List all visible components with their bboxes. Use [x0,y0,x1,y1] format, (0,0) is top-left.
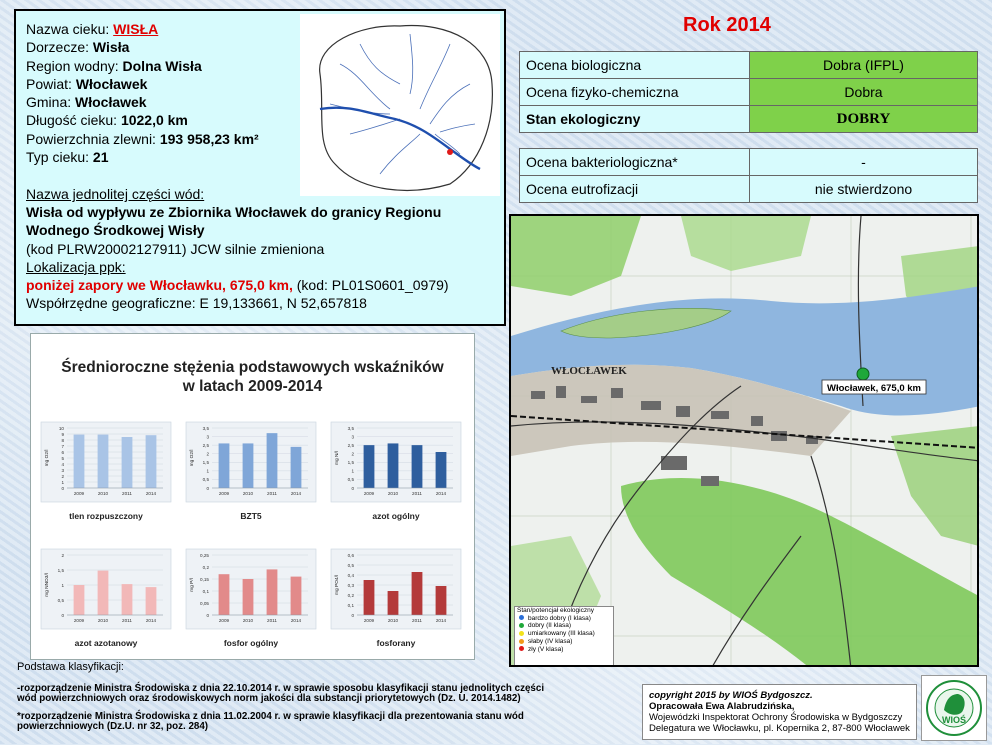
x-tick-label: 2009 [73,618,85,623]
y-tick-label: 2 [206,451,209,457]
y-tick-label: 8 [61,437,64,443]
commune-value: Włocławek [75,94,147,111]
y-axis-label: mg PO4/l [335,575,340,595]
chart-bar [364,580,375,615]
chart-bar [122,584,133,615]
x-tick-label: 2011 [122,491,132,496]
legend-item [515,615,613,623]
legend-dot-icon [519,623,524,628]
length-label: Długość cieku: [26,112,121,129]
monitoring-point-marker [447,149,453,155]
chart-bar [98,435,109,488]
biological-assessment-value: Dobra (IFPL) [750,52,978,79]
y-tick-label: 0,25 [200,552,209,558]
regulation-2-line-1: *rozporządzenie Ministra Środowiska z dnia 11.02.2004 r. w sprawie klasyfikacji dla prezentowania stanu wód [17,711,524,722]
city-name-label: WŁOCŁAWEK [551,365,627,377]
regulation-2 [17,712,637,731]
y-tick-label: 0 [206,612,209,618]
bacteriological-assessment-value: - [750,149,978,176]
table-row [520,149,978,176]
y-tick-label: 0,2 [347,592,354,598]
legend-dot-icon [519,615,524,620]
y-tick-label: 3,5 [202,425,209,431]
logo-text: WIOŚ [942,715,966,725]
chart-bar [364,445,375,488]
charts-title-line-1: Średnioroczne stężenia podstawowych wskaźników [61,359,444,376]
charts-svg [31,334,474,659]
x-tick-label: 2011 [412,618,422,623]
legend-item [515,646,613,654]
y-tick-label: 0,2 [202,564,209,570]
y-tick-label: 0 [351,485,354,491]
x-tick-label: 2014 [290,618,302,623]
institution-line: Wojewódzki Inspektorat Ochrony Środowiska w Bydgoszczy [649,712,903,723]
chart-0 [41,422,171,521]
y-tick-label: 5 [61,455,64,461]
x-tick-label: 2011 [267,491,277,496]
wios-logo [921,675,987,741]
regulation-2-line-2: powierzchniowych (Dz.U. nr 32, poz. 284) [17,720,209,732]
region-label: Region wodny: [26,57,123,74]
type-label: Typ cieku: [26,149,93,166]
y-tick-label: 3,5 [347,425,354,431]
chart-bar [388,591,399,615]
legend-dot-icon [519,639,524,644]
commune-label: Gmina: [26,94,76,111]
x-tick-label: 2010 [242,491,254,496]
y-axis-label: mg O2/l [190,449,195,467]
regulation-1 [17,684,637,703]
topographic-map [511,216,979,667]
chart-bar [146,587,157,615]
y-tick-label: 1 [351,468,354,474]
y-tick-label: 2,5 [347,442,354,448]
y-tick-label: 1 [61,479,64,485]
chart-bar [243,443,254,488]
chart-bar [412,572,423,615]
legend-items [515,615,613,654]
legend-title: Stan/potencjał ekologiczny [517,607,594,614]
logo-icon [922,676,986,740]
physicochemical-assessment-value: Dobra [750,79,978,106]
y-tick-label: 0,1 [202,588,209,594]
chart-5 [331,549,461,648]
river-name: WISŁA [113,21,159,37]
y-tick-label: 2,5 [202,442,209,448]
copyright-line: copyright 2015 by WIOŚ Bydgoszcz. [649,690,813,701]
coordinates: Współrzędne geograficzne: E 19,133661, N 52,657818 [26,295,367,312]
x-tick-label: 2014 [435,491,447,496]
catchment-minimap [300,14,500,196]
y-tick-label: 0 [61,612,64,618]
type-value: 21 [92,149,109,166]
year-title: Rok 2014 [683,14,771,36]
basin-value: Wisła [92,39,130,56]
additional-assessment-table [519,148,978,203]
table-row [520,176,978,203]
chart-4 [186,549,316,648]
jcw-code: (kod PLRW20002127911) JCW silnie zmieniona [26,240,325,257]
legend-label: słaby (IV klasa) [528,637,573,645]
chart-bar [74,585,85,615]
legend-item [515,622,613,630]
x-tick-label: 2011 [267,618,277,623]
x-tick-label: 2014 [435,618,447,623]
location-map [509,214,979,667]
location-code: (kod: PL01S0601_0979) [292,277,449,294]
water-body-section [26,185,496,312]
x-tick-label: 2009 [363,618,375,623]
chart-3 [41,549,171,648]
x-tick-label: 2009 [218,491,230,496]
y-tick-label: 0,4 [347,572,354,578]
y-tick-label: 6 [61,449,64,455]
y-tick-label: 0,6 [347,552,354,558]
x-tick-label: 2009 [218,618,230,623]
y-axis-label: mg O2/l [45,449,50,467]
map-legend [514,606,614,666]
table-row [520,52,978,79]
length-value: 1022,0 km [120,112,188,129]
legend-label: zły (V klasa) [528,645,564,653]
x-tick-label: 2010 [387,491,399,496]
legend-label: dobry (II klasa) [528,622,571,630]
county-value: Włocławek [75,75,148,92]
chart-bar [291,447,302,488]
y-tick-label: 1,5 [202,460,209,466]
copyright-box [642,684,917,740]
y-tick-label: 0,3 [347,582,354,588]
biological-assessment-label: Ocena biologiczna [520,52,750,79]
y-tick-label: 1 [206,468,209,474]
x-tick-label: 2014 [145,618,157,623]
y-tick-label: 1,5 [347,460,354,466]
y-tick-label: 0,5 [347,562,354,568]
y-tick-label: 10 [58,425,64,431]
jcw-heading: Nazwa jednolitej części wód: [26,186,205,202]
bacteriological-assessment-label: Ocena bakteriologiczna* [520,149,750,176]
chart-bar [122,437,133,488]
chart-title: azot ogólny [372,511,420,521]
legend-dot-icon [519,646,524,651]
x-tick-label: 2010 [97,491,109,496]
point-label: Włocławek, 675,0 km [827,383,921,394]
region-value: Dolna Wisła [122,57,202,74]
chart-bar [388,443,399,488]
physicochemical-assessment-label: Ocena fizyko-chemiczna [520,79,750,106]
y-axis-label: mg NNO3/l [45,573,50,597]
x-tick-label: 2014 [290,491,302,496]
y-tick-label: 4 [61,461,64,467]
chart-bar [146,435,157,488]
chart-bar [412,445,423,488]
legend-item [515,638,613,646]
classification-basis-heading: Podstawa klasyfikacji: [17,661,124,673]
jcw-name: Wisła od wypływu ze Zbiornika Włocławek do granicy Regionu Wodnego Środkowej Wisły [26,204,442,239]
chart-bar [74,435,85,488]
y-tick-label: 0,15 [200,576,209,582]
chart-bar [267,433,278,488]
eutrophication-assessment-label: Ocena eutrofizacji [520,176,750,203]
river-name-label: Nazwa cieku: [26,21,114,37]
y-tick-label: 0,05 [200,600,209,606]
legend-label: umiarkowany (III klasa) [528,630,595,638]
x-tick-label: 2014 [145,491,157,496]
y-tick-label: 0,1 [347,602,354,608]
y-tick-label: 1 [61,582,64,588]
y-tick-label: 2 [61,552,64,558]
chart-title: BZT5 [240,511,262,521]
regulation-1-line-1: -rozporządzenie Ministra Środowiska z dnia 22.10.2014 r. w sprawie sposobu klasyfikacji stanu jednolitych części [17,683,545,694]
chart-bar [436,452,447,488]
river-attributes [26,20,296,166]
legend-label: bardzo dobry (I klasa) [528,614,591,622]
y-axis-label: mg P/l [190,578,195,592]
x-tick-label: 2009 [73,491,85,496]
basin-label: Dorzecze: [26,39,93,56]
area-label: Powierzchnia zlewni: [26,130,160,147]
author-line: Opracowała Ewa Alabrudzińska, [649,701,795,712]
chart-bar [98,571,109,615]
x-tick-label: 2011 [412,491,422,496]
chart-1 [186,422,316,521]
ecological-status-label: Stan ekologiczny [520,106,750,133]
x-tick-label: 2010 [387,618,399,623]
y-tick-label: 0 [351,612,354,618]
table-row [520,106,978,133]
y-tick-label: 0,5 [57,597,64,603]
y-tick-label: 3 [206,434,209,440]
y-axis-label: mg N/l [335,451,340,465]
table-row [520,79,978,106]
legend-item [515,630,613,638]
info-panel [14,9,506,326]
y-tick-label: 3 [351,434,354,440]
regulation-1-line-2: wód powierzchniowych oraz środowiskowych norm jakości dla substancji priorytetowych (Dz. U. 2014.1482) [17,692,521,704]
chart-bar [291,577,302,615]
x-tick-label: 2010 [97,618,109,623]
y-tick-label: 3 [61,467,64,473]
chart-title: fosfor ogólny [223,638,279,648]
y-tick-label: 0,5 [202,477,209,483]
chart-2 [331,422,461,521]
location-heading: Lokalizacja ppk: [26,258,126,275]
x-tick-label: 2010 [242,618,254,623]
chart-bar [436,586,447,615]
y-tick-label: 2 [61,473,64,479]
chart-bar [219,443,230,488]
chart-bar [219,574,230,615]
chart-title: fosforany [376,638,416,648]
chart-bar [243,579,254,615]
county-label: Powiat: [26,75,76,92]
y-tick-label: 0 [61,485,64,491]
y-tick-label: 0 [206,485,209,491]
y-tick-label: 2 [351,451,354,457]
x-tick-label: 2011 [122,618,132,623]
ecological-status-value: DOBRY [750,106,978,133]
y-tick-label: 1,5 [57,567,64,573]
ecological-assessment-table [519,51,978,133]
y-tick-label: 0,5 [347,477,354,483]
chart-title: azot azotanowy [74,638,138,648]
charts-panel [30,333,475,660]
y-tick-label: 7 [61,443,64,449]
monitoring-point-marker [857,368,869,380]
chart-title: tlen rozpuszczony [69,511,143,521]
x-tick-label: 2009 [363,491,375,496]
area-value: 193 958,23 km² [159,130,259,147]
charts-title-line-2: w latach 2009-2014 [182,378,323,395]
address-line: Delegatura we Włocławku, pl. Kopernika 2, 87-800 Włocławek [649,723,910,734]
y-tick-label: 9 [61,431,64,437]
eutrophication-assessment-value: nie stwierdzono [750,176,978,203]
location-value: poniżej zapory we Włocławku, 675,0 km, [26,277,293,294]
chart-bar [267,569,278,615]
legend-dot-icon [519,631,524,636]
